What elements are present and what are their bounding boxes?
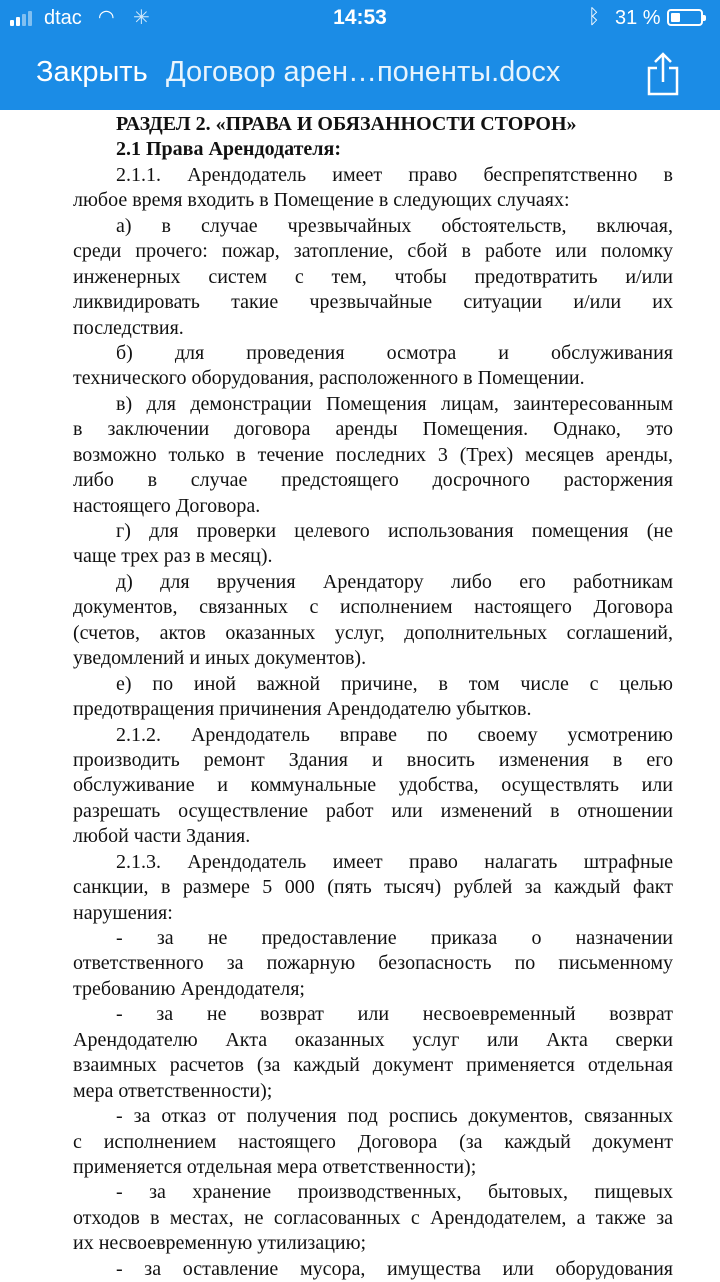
paragraph-line: производить ремонт Здания и вносить изменения в его [73,748,673,771]
close-button[interactable]: Закрыть [36,56,148,88]
paragraph-line: (счетов, актов оказанных услуг, дополнительных соглашений, [73,621,673,644]
subsection-heading: 2.1 Права Арендодателя: [116,138,341,161]
paragraph [73,926,673,1002]
paragraph [73,214,673,341]
paragraph-line: возможно только в течение последних 3 (Трех) месяцев аренды, [73,443,673,466]
paragraph-line: разрешать осуществление работ или изменений в отношении [73,799,673,822]
paragraph-line: настоящего Договора. [73,494,261,517]
paragraph-line: технического оборудования, расположенного в Помещении. [73,367,585,390]
document-body [73,112,673,1282]
paragraph-line: ответственного за пожарную безопасность по письменному [73,952,673,975]
paragraph-line: - за хранение производственных, бытовых, пищевых [116,1181,673,1204]
paragraph [73,341,673,392]
paragraph-line: обслуживание и коммунальные удобства, осуществлять или [73,774,673,797]
battery-icon [667,9,703,26]
paragraph-line: - за отказ от получения под роспись документов, связанных [116,1105,673,1128]
wifi-icon: ◠ [98,7,115,28]
paragraph [73,1257,673,1282]
top-bar [0,0,720,110]
carrier-name: dtac [44,7,82,29]
paragraph-line: документов, связанных с исполнением настоящего Договора [73,596,673,619]
paragraph-line: мера ответственности); [73,1079,273,1102]
paragraph-line: взаимных расчетов (за каждый документ применяется отдельная [73,1054,673,1077]
paragraph-line: либо в случае предстоящего досрочного расторжения [73,469,673,492]
paragraph-line: г) для проверки целевого использования помещения (не [116,520,673,542]
paragraph-line: д) для вручения Арендатору либо его работникам [116,570,673,593]
paragraph-line: в заключении договора аренды Помещения. Однако, это [73,418,673,441]
paragraph-line: инженерных систем с тем, чтобы предотвратить и/или [73,265,673,288]
paragraph-line: санкции, в размере 5 000 (пять тысяч) рублей за каждый факт [73,876,673,899]
paragraph-line: требованию Арендодателя; [73,977,305,1000]
paragraph-line: отходов в местах, не согласованных с Арендодателем, а также за [73,1206,673,1229]
share-icon[interactable] [645,52,681,96]
paragraph-line: любое время входить в Помещение в следующих случаях: [73,189,570,212]
paragraph-line: последствия. [73,316,184,339]
status-bar [0,0,720,38]
paragraph-line: нарушения: [73,901,173,924]
paragraph [73,850,673,926]
paragraph-line: 2.1.1. Арендодатель имеет право беспрепятственно в [116,163,673,186]
paragraph-line: е) по иной важной причине, в том числе с целью [116,672,673,695]
clock: 14:53 [333,6,387,29]
paragraph-line: а) в случае чрезвычайных обстоятельств, включая, [116,214,673,237]
nav-bar [0,50,720,100]
paragraph-line: 2.1.2. Арендодатель вправе по своему усмотрению [116,723,673,746]
paragraph-line: их несвоевременную утилизацию; [73,1232,367,1255]
paragraph [73,392,673,519]
document-title: Договор арен…поненты.docx [166,56,561,88]
paragraph [73,1002,673,1104]
paragraph [73,1180,673,1256]
paragraph [73,672,673,723]
paragraph-line: уведомлений и иных документов). [73,647,367,670]
paragraph-line: с исполнением настоящего Договора (за каждый документ [73,1130,673,1153]
paragraph-line: Арендодателю Акта оказанных услуг или Акта сверки [73,1028,673,1051]
section-heading: РАЗДЕЛ 2. «ПРАВА И ОБЯЗАННОСТИ СТОРОН» [116,113,577,135]
paragraph-line: - за не предоставление приказа о назначении [116,927,673,949]
paragraph-line: предотвращения причинения Арендодателю убытков. [73,698,532,721]
paragraph-line: чаще трех раз в месяц). [73,545,273,568]
paragraph-line: среди прочего: пожар, затопление, сбой в работе или поломку [73,240,673,263]
paragraph-line: в) для демонстрации Помещения лицам, заинтересованным [116,392,673,415]
paragraph [73,723,673,850]
paragraph-line: б) для проведения осмотра и обслуживания [116,341,673,364]
bluetooth-icon: ᛒ [588,6,600,28]
paragraph [73,519,673,570]
activity-spinner-icon: ✳ [133,7,150,29]
paragraph [73,570,673,672]
paragraph-line: ликвидировать такие чрезвычайные ситуации и/или их [73,291,673,314]
paragraph-line: - за не возврат или несвоевременный возврат [116,1003,673,1026]
paragraph-line: применяется отдельная мера ответственности); [73,1155,477,1178]
paragraph-line: 2.1.3. Арендодатель имеет право налагать штрафные [116,850,673,873]
paragraph-line: любой части Здания. [73,825,251,848]
paragraph-line: - за оставление мусора, имущества или оборудования [116,1257,673,1280]
paragraph [73,1104,673,1180]
battery-percent: 31 % [615,7,661,29]
paragraph [73,163,673,214]
